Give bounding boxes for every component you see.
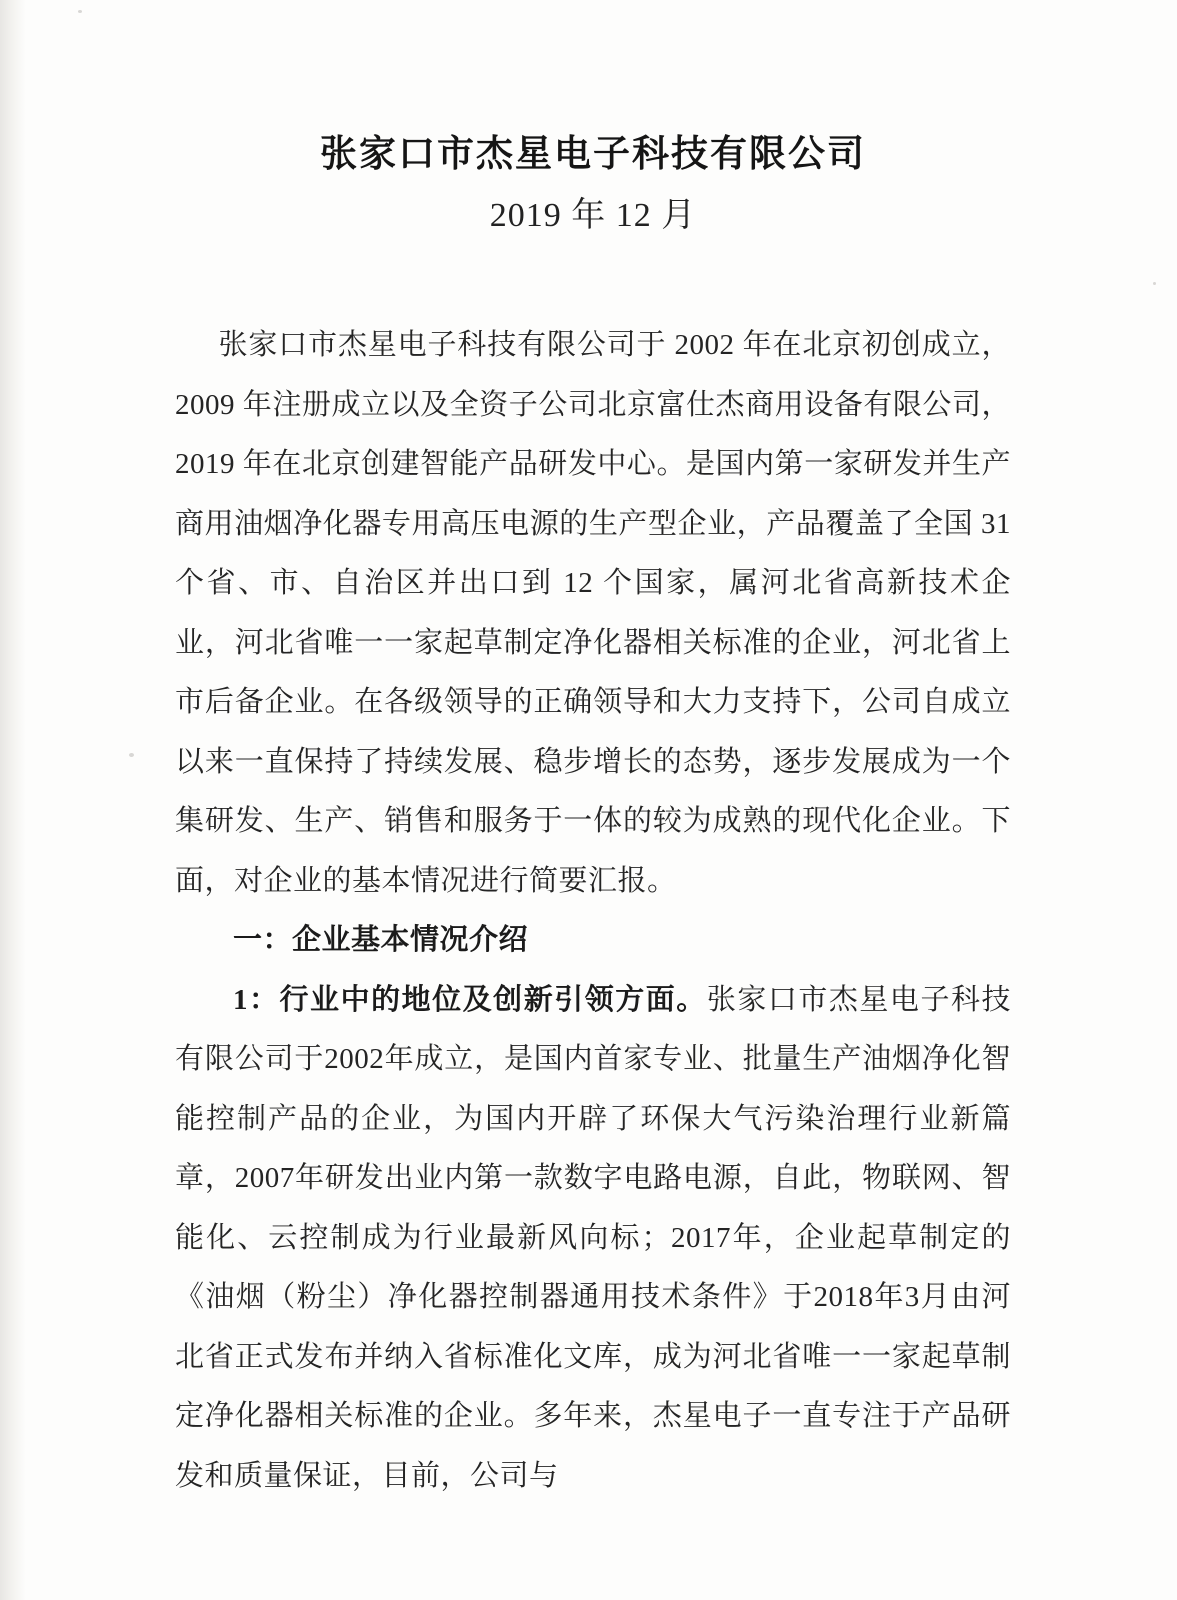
document-content (175, 0, 1011, 1506)
scan-speck (129, 753, 134, 757)
intro-paragraph: 张家口市杰星电子科技有限公司于 2002 年在北京初创成立，2009 年注册成立以及全资子公司北京富仕杰商用设备有限公司，2019 年在北京创建智能产品研发中心。是国内第一家研发并生产商用油烟净化器专用高压电源的生产型企业，产品覆盖了全国 31 个省、市、自治区并出口到 12 个国家，属河北省高新技术企业，河北省唯一一家起草制定净化器相关标准的企业，河北省上市后备企业。在各级领导的正确领导和大力支持下，公司自成立以来一直保持了持续发展、稳步增长的态势，逐步发展成为一个集研发、生产、销售和服务于一体的较为成熟的现代化企业。下面，对企业的基本情况进行简要汇报。 (175, 329, 1011, 897)
subsection-paragraph (175, 971, 1011, 1507)
subsection-body: 张家口市杰星电子科技有限公司于2002年成立，是国内首家专业、批量生产油烟净化智能控制产品的企业，为国内开辟了环保大气污染治理行业新篇章，2007年研发出业内第一款数字电路电源，自此，物联网、智能化、云控制成为行业最新风向标；2017年，企业起草制定的《油烟（粉尘）净化器控制器通用技术条件》于2018年3月由河北省正式发布并纳入省标准化文库，成为河北省唯一一家起草制定净化器相关标准的企业。多年来，杰星电子一直专注于产品研发和质量保证，目前，公司与 (175, 983, 1011, 1492)
scan-speck (78, 10, 82, 13)
document-date-line: 2019 年 12 月 (489, 197, 697, 234)
document-title: 张家口市杰星电子科技有限公司 (320, 133, 866, 174)
scan-edge-shadow (0, 0, 26, 1600)
section-heading: 一：企业基本情况介绍 (233, 924, 529, 956)
scan-speck (1153, 282, 1156, 285)
subsection-lead: 1：行业中的地位及创新引领方面。 (233, 983, 707, 1016)
